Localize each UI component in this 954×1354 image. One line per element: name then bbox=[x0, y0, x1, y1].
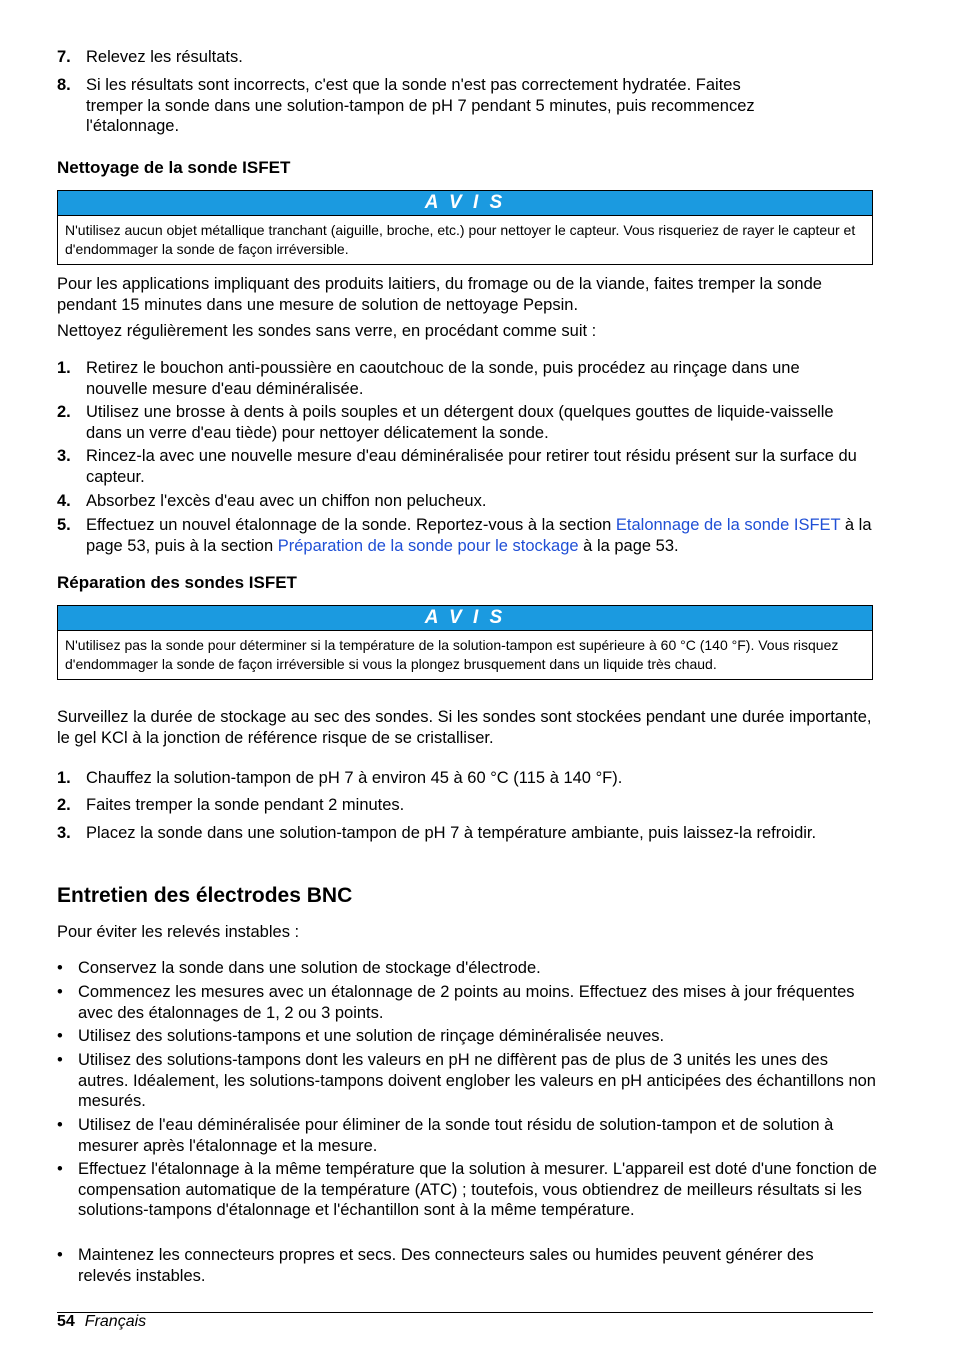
paragraph: Pour les applications impliquant des produits laitiers, du fromage ou de la viande, faites tremper la sonde pendant 15 minutes dans une mesure de solution de nettoyage Pepsin. bbox=[57, 275, 822, 314]
notice-text: N'utilisez aucun objet métallique tranchant (aiguille, broche, etc.) pour nettoyer le capteur. Vous risqueriez de rayer le capteur et d'endommager la sonde de façon irréversible. bbox=[65, 222, 856, 257]
bullet-text: Conservez la sonde dans une solution de stockage d'électrode. bbox=[78, 959, 541, 977]
step-text: Retirez le bouchon anti-poussière en caoutchouc de la sonde, puis procédez au rinçage dans une nouvelle mesure d'eau déminéralisée. bbox=[86, 359, 800, 398]
step-text: Faites tremper la sonde pendant 2 minutes. bbox=[86, 796, 405, 814]
notice-text: N'utilisez pas la sonde pour déterminer si la température de la solution-tampon est supérieure à 60 °C (140 °F). Vous risquez d'endommager la sonde de façon irréversible si vous la plongez brusquement dans un liquide très chaud. bbox=[65, 637, 839, 672]
page-number: 54 bbox=[57, 1313, 75, 1330]
step-number: 3. bbox=[57, 824, 71, 842]
step-number: 7. bbox=[57, 48, 71, 66]
bullet-text: Commencez les mesures avec un étalonnage de 2 points au moins. Effectuez des mises à jour fréquentes avec des étalonnages de 1, 2 ou 3 points. bbox=[78, 983, 855, 1022]
footer-rule bbox=[57, 1312, 873, 1313]
step-text: Relevez les résultats. bbox=[86, 48, 243, 66]
step-text-part: à la page 53, puis à la section bbox=[86, 516, 872, 555]
step-text bbox=[86, 515, 876, 556]
step-number: 3. bbox=[57, 447, 71, 465]
bullet-marker: • bbox=[57, 959, 63, 977]
paragraph: Pour éviter les relevés instables : bbox=[57, 923, 300, 941]
step-number: 4. bbox=[57, 492, 71, 510]
step-text: Si les résultats sont incorrects, c'est que la sonde n'est pas correctement hydratée. Faites tremper la sonde dans une solution-tampon de pH 7 pendant 5 minutes, puis recommencez l'étalonnage. bbox=[86, 76, 755, 135]
section-heading: Entretien des électrodes BNC bbox=[57, 884, 353, 907]
step-number: 5. bbox=[57, 516, 71, 534]
step-number: 1. bbox=[57, 769, 71, 787]
notice-box bbox=[57, 605, 873, 680]
bullet-marker: • bbox=[57, 1027, 63, 1045]
step-number: 8. bbox=[57, 76, 71, 94]
bullet-text: Maintenez les connecteurs propres et secs. Des connecteurs sales ou humides peuvent générer des relevés instables. bbox=[78, 1246, 814, 1285]
link-preparation-stockage[interactable]: Préparation de la sonde pour le stockage bbox=[277, 536, 579, 555]
step-number: 2. bbox=[57, 796, 71, 814]
section-heading: Réparation des sondes ISFET bbox=[57, 573, 297, 592]
page-footer bbox=[57, 1312, 146, 1332]
section-heading: Nettoyage de la sonde ISFET bbox=[57, 158, 291, 177]
step-number: 2. bbox=[57, 403, 71, 421]
link-etalonnage-isfet[interactable]: Etalonnage de la sonde ISFET bbox=[615, 516, 841, 534]
bullet-text: Utilisez des solutions-tampons et une solution de rinçage déminéralisée neuves. bbox=[78, 1027, 665, 1045]
step-text-part: Effectuez un nouvel étalonnage de la sonde. Reportez-vous à la section bbox=[86, 516, 616, 534]
step-text: Placez la sonde dans une solution-tampon de pH 7 à température ambiante, puis laissez-la refroidir. bbox=[86, 824, 817, 842]
step-text-part: à la page 53. bbox=[578, 536, 679, 555]
bullet-text: Utilisez de l'eau déminéralisée pour éliminer de la sonde tout résidu de solution-tampon et de solution à mesurer après l'étalonnage et la mesure. bbox=[78, 1116, 834, 1155]
bullet-text: Effectuez l'étalonnage à la même température que la solution à mesurer. L'appareil est doté d'une fonction de compensation automatique de la température (ATC) ; toutefois, vous obtiendrez de meilleurs résultats si les solutions-tampons d'étalonnage et l'échantillon sont à la même température. bbox=[78, 1160, 877, 1219]
step-text: Chauffez la solution-tampon de pH 7 à environ 45 à 60 °C (115 à 140 °F). bbox=[86, 769, 623, 787]
paragraph: Nettoyez régulièrement les sondes sans verre, en procédant comme suit : bbox=[57, 322, 597, 340]
notice-title: A V I S bbox=[58, 606, 872, 631]
step-text: Utilisez une brosse à dents à poils souples et un détergent doux (quelques gouttes de liquide-vaisselle dans un verre d'eau tiède) pour nettoyer délicatement la sonde. bbox=[86, 403, 834, 442]
notice-box bbox=[57, 190, 873, 265]
bullet-text: Utilisez des solutions-tampons dont les valeurs en pH ne diffèrent pas de plus de 3 unités les unes des autres. Idéalement, les solutions-tampons doivent englober les valeurs en pH anticipées des échantillons non mesurés. bbox=[78, 1051, 876, 1110]
bullet-marker: • bbox=[57, 1160, 63, 1178]
step-number: 1. bbox=[57, 359, 71, 377]
step-text: Rincez-la avec une nouvelle mesure d'eau déminéralisée pour retirer tout résidu présent sur la surface du capteur. bbox=[86, 447, 857, 486]
paragraph: Surveillez la durée de stockage au sec des sondes. Si les sondes sont stockées pendant une durée importante, le gel KCl à la jonction de référence risque de se cristalliser. bbox=[57, 708, 872, 747]
bullet-marker: • bbox=[57, 983, 63, 1001]
bullet-marker: • bbox=[57, 1051, 63, 1069]
notice-title: A V I S bbox=[58, 191, 872, 216]
bullet-marker: • bbox=[57, 1116, 63, 1134]
bullet-marker: • bbox=[57, 1246, 63, 1264]
step-text: Absorbez l'excès d'eau avec un chiffon non pelucheux. bbox=[86, 492, 487, 510]
footer-language: Français bbox=[84, 1313, 147, 1330]
